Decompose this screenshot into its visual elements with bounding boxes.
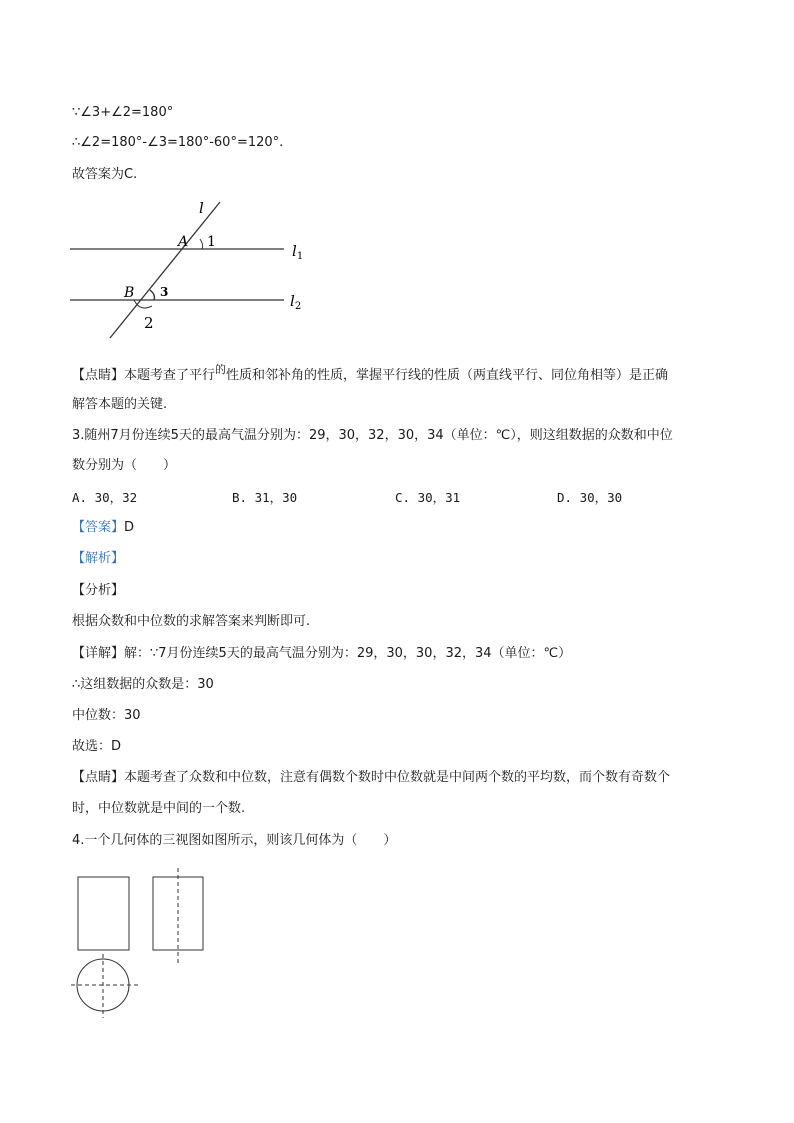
label-l2: $l_2$ bbox=[290, 292, 302, 312]
dianjing-1-line-2: 解答本题的关键. bbox=[72, 397, 168, 412]
dianjing-tag: 【点睛】 bbox=[72, 368, 125, 383]
label-3: 3 bbox=[160, 285, 169, 299]
label-B: B bbox=[124, 285, 135, 301]
angle-1-arc bbox=[200, 239, 203, 249]
dianjing-1-text-a: 本题考查了平行 bbox=[124, 368, 216, 383]
mode-line: ∴这组数据的众数是：30 bbox=[72, 677, 214, 692]
dianjing-2-tag: 【点睛】 bbox=[72, 770, 125, 785]
dianjing-1-text-b: 性质和邻补角的性质，掌握平行线的性质（两直线平行、同位角相等）是正确 bbox=[226, 368, 669, 383]
dianjing-2-line-2: 时，中位数就是中间的一个数. bbox=[72, 801, 246, 816]
angle-3-arc bbox=[150, 290, 155, 300]
line-angle-sum: ∵∠3+∠2=180° bbox=[72, 105, 174, 120]
dianjing-2-text: 本题考查了众数和中位数，注意有偶数个数时中位数就是中间两个数的平均数，而个数有奇数个 bbox=[124, 770, 671, 785]
parallel-lines-figure bbox=[66, 196, 326, 344]
option-a: A. 30，32 bbox=[72, 490, 138, 505]
question-3-line-2: 数分别为（ ） bbox=[72, 458, 177, 473]
xiangjie-line bbox=[72, 644, 571, 664]
option-b: B. 31，30 bbox=[232, 490, 298, 505]
choice-line: 故选：D bbox=[72, 739, 122, 754]
label-1: 1 bbox=[207, 234, 216, 250]
angle-2-arc bbox=[134, 300, 152, 308]
median-line: 中位数：30 bbox=[72, 708, 141, 723]
option-d: D. 30，30 bbox=[557, 490, 623, 505]
label-2: 2 bbox=[144, 314, 154, 332]
label-A: A bbox=[178, 234, 189, 250]
xiangjie-text: 解：∵7月份连续5天的最高气温分别为：29，30，30，32，34（单位：℃） bbox=[124, 646, 572, 661]
label-l: l bbox=[199, 199, 204, 217]
label-l1: $l_1$ bbox=[292, 242, 304, 262]
fenxi-text: 根据众数和中位数的求解答案来判断即可. bbox=[72, 614, 311, 629]
transversal-l bbox=[110, 202, 220, 338]
fenxi-tag: 【分析】 bbox=[72, 583, 125, 598]
front-view-rect bbox=[78, 877, 129, 950]
answer-value: D bbox=[124, 520, 135, 535]
xiangjie-tag: 【详解】 bbox=[72, 646, 125, 661]
question-4: 4.一个几何体的三视图如图所示，则该几何体为（ ） bbox=[72, 833, 397, 848]
dianjing-1-sup: 的 bbox=[215, 363, 227, 376]
line-angle2-calc: ∴∠2=180°-∠3=180°-60°=120°. bbox=[72, 135, 284, 150]
jiexi-tag: 【解析】 bbox=[72, 551, 125, 566]
dianjing-2-line bbox=[72, 768, 670, 788]
answer-line bbox=[72, 518, 134, 538]
option-c: C. 30，31 bbox=[395, 490, 461, 505]
question-3-line-1: 3.随州7月份连续5天的最高气温分别为：29，30，32，30，34（单位：℃），则这组数据的众数和中位 bbox=[72, 428, 673, 443]
answer-tag: 【答案】 bbox=[72, 520, 125, 535]
three-views-figure bbox=[68, 868, 218, 1020]
line-answer-c: 故答案为C. bbox=[72, 167, 138, 182]
dianjing-1-line bbox=[72, 363, 669, 386]
